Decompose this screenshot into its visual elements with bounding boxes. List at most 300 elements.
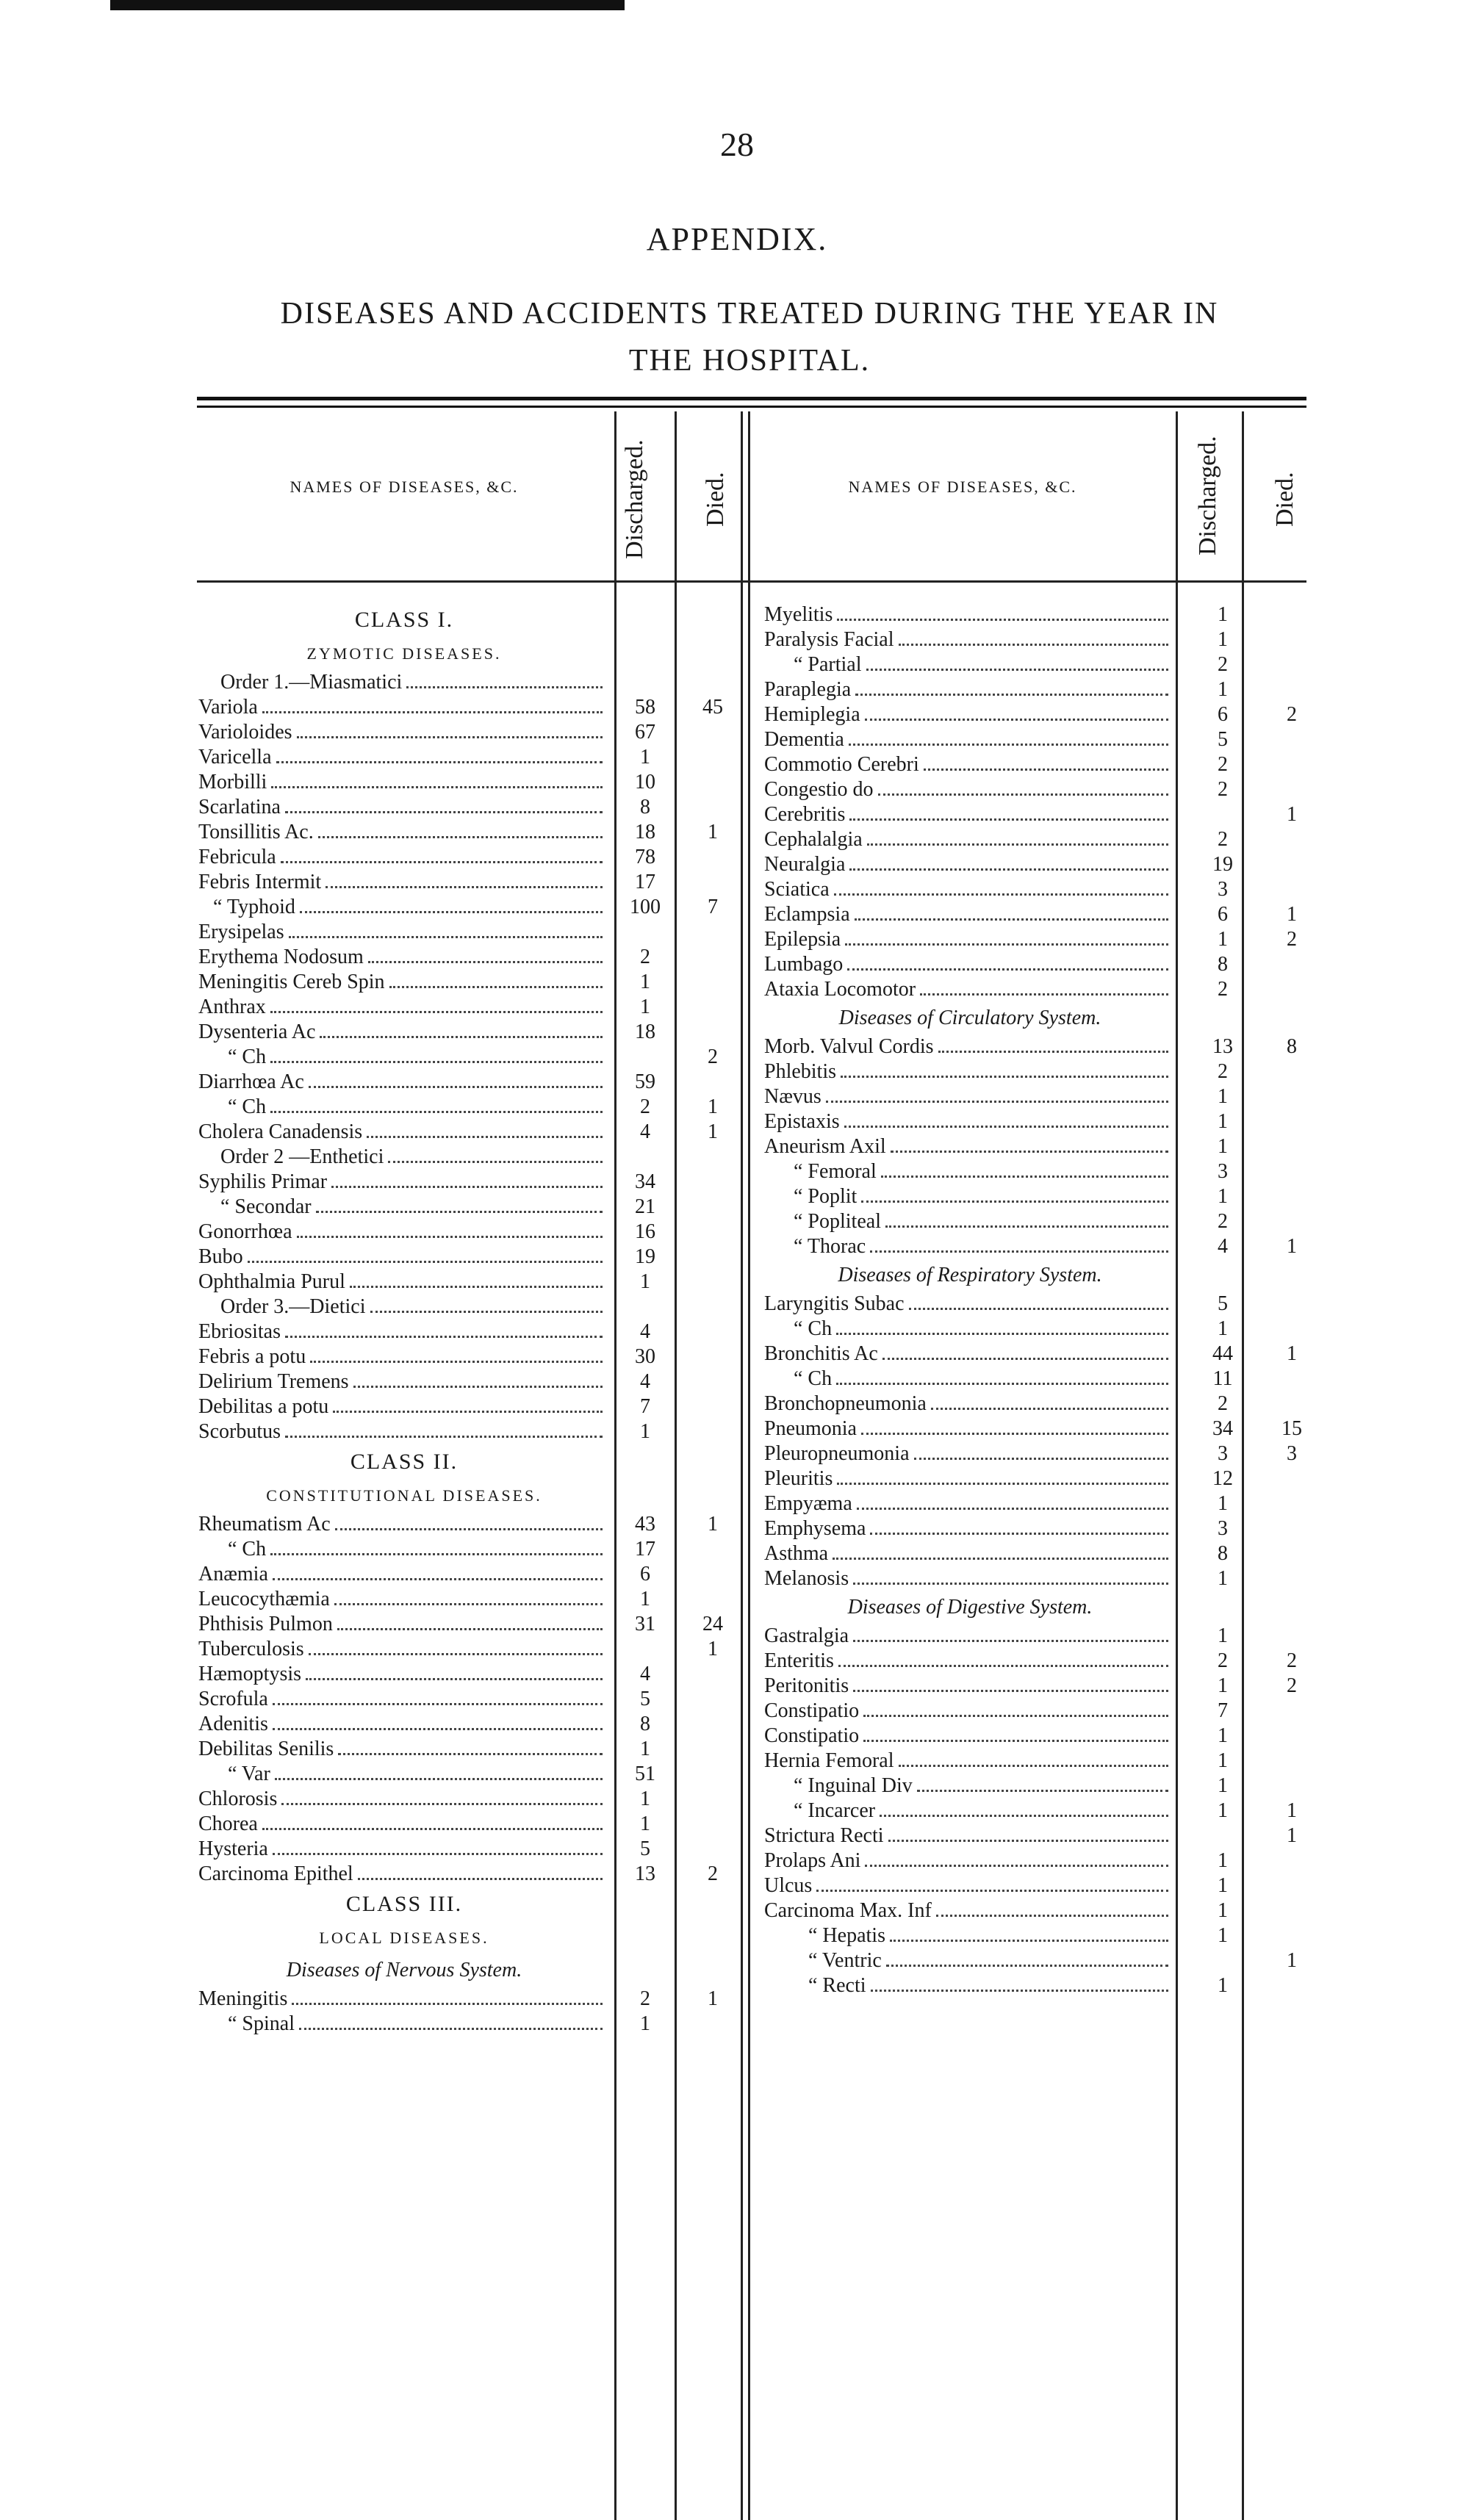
table-row [764,1367,1308,1392]
table-row [198,1812,742,1837]
table-row [764,827,1308,852]
table-row [198,1344,742,1369]
table-row [764,852,1308,877]
died-count: 8 [1287,1035,1297,1058]
leader-dots [326,886,603,888]
table-row [198,795,742,820]
discharged-count: 1 [640,1420,650,1443]
disease-name: Order 3.—Dietici [220,1295,366,1318]
discharged-count: 1 [1218,628,1228,651]
disease-name: Enteritis [764,1649,834,1672]
disease-name: “ Ch [228,1095,267,1118]
disease-name: Scarlatina [198,796,281,818]
table-row [764,1466,1308,1491]
leader-dots [870,1250,1168,1253]
disease-name: Chlorosis [198,1788,278,1810]
right-names-header: NAMES OF DISEASES, &C. [848,478,1077,496]
leader-dots [837,1483,1168,1485]
disease-name: “ Var [228,1763,270,1785]
table-row [198,1419,742,1444]
leader-dots [924,768,1168,771]
discharged-count: 1 [1218,603,1228,626]
class-subheading [198,638,742,670]
died-count: 1 [708,1987,718,2010]
discharged-count: 2 [1218,978,1228,1001]
table-row [198,1712,742,1737]
leader-dots [841,1076,1168,1078]
leader-dots [276,761,603,763]
leader-dots [853,1690,1168,1692]
disease-name: Chorea [198,1812,258,1835]
discharged-count: 43 [635,1513,655,1536]
leader-dots [337,1628,603,1630]
disease-name: “ Recti [808,1974,866,1997]
leader-dots [867,843,1168,846]
table-row [198,820,742,845]
discharged-count: 1 [1218,1317,1228,1340]
discharged-count: 2 [640,946,650,968]
disease-name: Ataxia Locomotor [764,978,916,1001]
disease-name: “ Spinal [228,2012,295,2035]
discharged-count: 1 [640,1738,650,1760]
discharged-count: 3 [1218,1517,1228,1540]
discharged-count: 4 [640,1663,650,1685]
disease-name: “ Poplit [794,1185,858,1208]
table-row [198,970,742,995]
disease-name: Tonsillitis Ac. [198,821,314,843]
died-count: 2 [1287,928,1297,951]
disease-name: Diseases of Digestive System. [847,1596,1093,1619]
disease-name: Delirium Tremens [198,1370,349,1393]
disease-name: Meningitis [198,1987,288,2010]
leader-dots [882,1358,1168,1360]
discharged-count: 6 [1218,703,1228,726]
disease-name: Order 1.—Miasmatici [220,671,403,694]
disease-name: Constipatio [764,1724,860,1747]
died-count: 7 [708,896,718,918]
top-edge-bar [110,0,625,10]
leader-dots [849,818,1168,821]
disease-name: Myelitis [764,603,833,626]
table-row [764,1209,1308,1234]
discharged-count: 2 [1218,1210,1228,1233]
disease-name: Erythema Nodosum [198,946,364,968]
table-row [198,1687,742,1712]
discharged-count: 78 [635,846,655,868]
leader-dots [866,669,1168,671]
disease-name: “ Secondar [220,1195,312,1218]
leader-dots [885,1225,1168,1228]
table-row [764,1873,1308,1898]
leader-dots [920,993,1168,996]
leader-dots [309,1086,603,1088]
discharged-count: 18 [635,1020,655,1043]
leader-dots [297,1236,603,1238]
leader-dots [334,1603,603,1605]
disease-name: ZYMOTIC DISEASES. [306,644,502,663]
leader-dots [881,1176,1168,1178]
discharged-count: 11 [1212,1367,1233,1390]
disease-name: Syphilis Primar [198,1170,328,1193]
discharged-count: 1 [1218,1724,1228,1747]
table-row [764,1084,1308,1109]
discharged-count: 51 [635,1763,655,1785]
disease-name: Strictura Recti [764,1824,884,1847]
discharged-count: 4 [640,1370,650,1393]
disease-name: Pleuritis [764,1467,833,1490]
died-count: 1 [1287,1799,1297,1822]
disease-name: Ebriositas [198,1320,281,1343]
disease-name: Neuralgia [764,853,846,876]
discharged-count: 12 [1212,1467,1233,1490]
leader-dots [270,1061,603,1063]
table-row [198,695,742,720]
leader-dots [931,1408,1168,1410]
disease-name: Lumbago [764,953,844,976]
table-caption [176,290,1323,384]
leader-dots [865,719,1168,721]
disease-name: Peritonitis [764,1674,849,1697]
table-row [764,977,1308,1002]
disease-name: “ Femoral [794,1160,877,1183]
discharged-count: 44 [1212,1342,1233,1365]
discharged-count: 19 [1212,853,1233,876]
section-heading [764,1591,1308,1624]
disease-name: Anæmia [198,1563,268,1585]
disease-name: “ Popliteal [794,1210,881,1233]
discharged-count: 5 [1218,728,1228,751]
leader-dots [370,1311,603,1313]
discharged-count: 16 [635,1220,655,1243]
disease-name: Cephalalgia [764,828,863,851]
discharged-count: 4 [640,1120,650,1143]
disease-name: Varioloides [198,721,292,744]
discharged-count: 1 [1218,1110,1228,1133]
leader-dots [270,1553,603,1555]
table-row [198,945,742,970]
leader-dots [853,1583,1168,1585]
leader-dots [917,1790,1168,1792]
leader-dots [262,711,603,713]
table-row [764,902,1308,927]
disease-name: Debilitas Senilis [198,1738,334,1760]
leader-dots [281,861,603,863]
table-row [764,1566,1308,1591]
disease-name: Empyæma [764,1492,852,1515]
discharged-count: 8 [640,796,650,818]
disease-name: Congestio do [764,778,874,801]
disease-name: Febricula [198,846,276,868]
discharged-count: 2 [1218,1392,1228,1415]
discharged-count: 19 [635,1245,655,1268]
discharged-count: 13 [1212,1035,1233,1058]
discharged-count: 21 [635,1195,655,1218]
leader-dots [826,1101,1168,1103]
table-row [764,1441,1308,1466]
disease-name: Cerebritis [764,803,846,826]
disease-name: Epilepsia [764,928,841,951]
died-count: 2 [708,1862,718,1885]
leader-dots [310,1361,603,1363]
leader-dots [275,1778,603,1780]
died-count: 1 [708,1095,718,1118]
table-row [198,1837,742,1862]
discharged-count: 2 [640,1987,650,2010]
disease-name: Erysipelas [198,921,284,943]
disease-name: Varicella [198,746,272,768]
discharged-count: 1 [640,1788,650,1810]
leader-dots [297,736,603,738]
discharged-count: 1 [1218,1974,1228,1997]
discharged-count: 10 [635,771,655,793]
leader-dots [368,961,603,963]
table-row [764,1624,1308,1649]
disease-name: Diseases of Circulatory System. [838,1007,1101,1029]
table-row [198,1045,742,1070]
leader-dots [838,1665,1168,1667]
disease-name: Carcinoma Max. Inf [764,1899,932,1922]
leader-dots [844,1126,1168,1128]
table-row [764,1234,1308,1259]
disease-name: Carcinoma Epithel [198,1862,353,1885]
discharged-count: 2 [1218,828,1228,851]
disease-name: Scrofula [198,1688,268,1710]
table-row [764,1134,1308,1159]
leader-dots [292,2003,603,2005]
table-row [764,1541,1308,1566]
page-number: 28 [720,126,754,163]
discharged-count: 1 [1218,1567,1228,1590]
discharged-count: 1 [1218,1849,1228,1872]
died-count: 24 [702,1613,723,1635]
left-names-header: NAMES OF DISEASES, &C. [290,478,519,496]
disease-name: Variola [198,696,258,719]
leader-dots [281,1803,603,1805]
disease-name: Debilitas a potu [198,1395,329,1418]
top-rule-thin [197,406,1306,408]
table-row [198,1120,742,1145]
discharged-count: 7 [1218,1699,1228,1722]
disease-name: Sciatica [764,878,830,901]
disease-name: Morbilli [198,771,267,793]
table-row [198,1612,742,1637]
disease-name: Emphysema [764,1517,866,1540]
discharged-count: 1 [1218,1749,1228,1772]
section-heading [764,1259,1308,1292]
discharged-count: 1 [1218,1624,1228,1647]
leader-dots [853,1640,1168,1642]
class-subheading [198,1922,742,1954]
table-row [198,2012,742,2037]
leader-dots [300,911,603,913]
leader-dots [899,1765,1168,1767]
discharged-count: 1 [640,1812,650,1835]
discharged-count: 3 [1218,1160,1228,1183]
table-row [764,1799,1308,1824]
discharged-count: 2 [1218,1060,1228,1083]
caption-line-1: DISEASES AND ACCIDENTS TREATED DURING THE YEAR IN [280,297,1219,331]
discharged-count: 5 [640,1837,650,1860]
disease-name: “ Partial [794,653,862,676]
leader-dots [273,1578,603,1580]
left-discharged-header: Discharged. [621,439,648,560]
disease-name: Dysenteria Ac [198,1020,316,1043]
table-row [198,1220,742,1245]
died-count: 1 [708,1638,718,1660]
leader-dots [309,1653,603,1655]
leader-dots [857,1508,1168,1510]
leader-dots [871,1990,1168,1992]
disease-name: Hæmoptysis [198,1663,302,1685]
disease-name: Laryngitis Subac [764,1292,905,1315]
disease-name: CONSTITUTIONAL DISEASES. [266,1486,542,1505]
disease-name: “ Thorac [794,1235,866,1258]
discharged-count: 1 [1218,928,1228,951]
table-row [198,1070,742,1095]
table-row [764,1491,1308,1516]
discharged-count: 59 [635,1070,655,1093]
disease-name: Phlebitis [764,1060,837,1083]
discharged-count: 8 [1218,1542,1228,1565]
died-count: 2 [708,1045,718,1068]
disease-name: Meningitis Cereb Spin [198,971,385,993]
table-row [198,745,742,770]
leader-dots [353,1386,603,1388]
leader-dots [273,1703,603,1705]
table-row [764,802,1308,827]
table-row [198,1145,742,1170]
table-row [198,1320,742,1344]
died-count: 1 [1287,1949,1297,1972]
discharged-count: 34 [1212,1417,1233,1440]
section-heading [198,1954,742,1987]
leader-dots [863,1715,1168,1717]
disease-name: Bubo [198,1245,243,1268]
leader-dots [936,1915,1168,1917]
discharged-count: 31 [635,1613,655,1635]
table-row [198,1170,742,1195]
leader-dots [837,619,1168,621]
discharged-count: 34 [635,1170,655,1193]
table-row [764,1109,1308,1134]
disease-name: Ophthalmia Purul [198,1270,345,1293]
table-row [198,1195,742,1220]
discharged-count: 4 [640,1320,650,1343]
leader-dots [285,1436,603,1438]
disease-name: Febris Intermit [198,871,322,893]
disease-name: Prolaps Ani [764,1849,861,1872]
table-row [764,1848,1308,1873]
leader-dots [938,1051,1168,1053]
right-discharged-header: Discharged. [1194,436,1221,556]
died-count: 1 [1287,1342,1297,1365]
disease-name: Bronchopneumonia [764,1392,927,1415]
discharged-count: 1 [640,2012,650,2035]
disease-name: Tuberculosis [198,1638,304,1660]
discharged-count: 1 [1218,678,1228,701]
table-row [764,1292,1308,1317]
died-count: 1 [708,821,718,843]
table-row [764,1724,1308,1749]
leader-dots [306,1678,603,1680]
died-count: 3 [1287,1442,1297,1465]
table-row [198,920,742,945]
leader-dots [880,1815,1168,1817]
leader-dots [849,744,1168,746]
table-row [764,1948,1308,1973]
died-count: 2 [1287,1674,1297,1697]
leader-dots [847,968,1168,971]
leader-dots [845,943,1168,946]
discharged-count: 17 [635,1538,655,1560]
leader-dots [285,1336,603,1338]
discharged-count: 5 [640,1688,650,1710]
table-row [764,927,1308,952]
leader-dots [836,1383,1168,1385]
discharged-count: 2 [640,1095,650,1118]
leader-dots [855,918,1168,921]
table-row [198,1737,742,1762]
discharged-count: 1 [1218,1135,1228,1158]
disease-name: LOCAL DISEASES. [319,1929,489,1947]
left-table-body [198,602,742,2037]
disease-name: Nævus [764,1085,822,1108]
disease-name: Hysteria [198,1837,268,1860]
disease-name: “ Ch [228,1538,267,1560]
discharged-count: 67 [635,721,655,744]
discharged-count: 1 [640,746,650,768]
leader-dots [289,936,603,938]
table-row [764,1159,1308,1184]
disease-name: Rheumatism Ac [198,1513,331,1536]
disease-name: “ Inguinal Div [794,1774,913,1797]
disease-name: Gonorrhœa [198,1220,292,1243]
disease-name: Diseases of Nervous System. [286,1959,522,1981]
table-row [198,1637,742,1662]
top-rule [197,397,1306,400]
leader-dots [878,793,1168,796]
leader-dots [285,811,603,813]
leader-dots [320,1036,603,1038]
leader-dots [816,1890,1168,1892]
leader-dots [273,1853,603,1855]
discharged-count: 1 [640,996,650,1018]
died-count: 1 [708,1120,718,1143]
disease-name: “ Ventric [808,1949,882,1972]
discharged-count: 1 [1218,1774,1228,1797]
leader-dots [262,1828,603,1830]
leader-dots [890,1940,1168,1942]
discharged-count: 1 [1218,1924,1228,1947]
discharged-count: 2 [1218,1649,1228,1672]
appendix-title: APPENDIX. [646,221,828,257]
died-count: 1 [1287,1824,1297,1847]
disease-name: Gastralgia [764,1624,849,1647]
table-row [764,727,1308,752]
disease-name: CLASS III. [345,1892,463,1916]
leader-dots [914,1458,1168,1460]
leader-dots [389,986,603,988]
table-row [764,952,1308,977]
disease-name: Morb. Valvul Cordis [764,1035,934,1058]
table-row [764,1749,1308,1774]
discharged-count: 6 [1218,903,1228,926]
discharged-count: 1 [640,971,650,993]
caption-line-2: THE HOSPITAL. [628,344,871,378]
discharged-count: 7 [640,1395,650,1418]
header-bottom-rule [197,580,1306,583]
table-row [764,1674,1308,1699]
